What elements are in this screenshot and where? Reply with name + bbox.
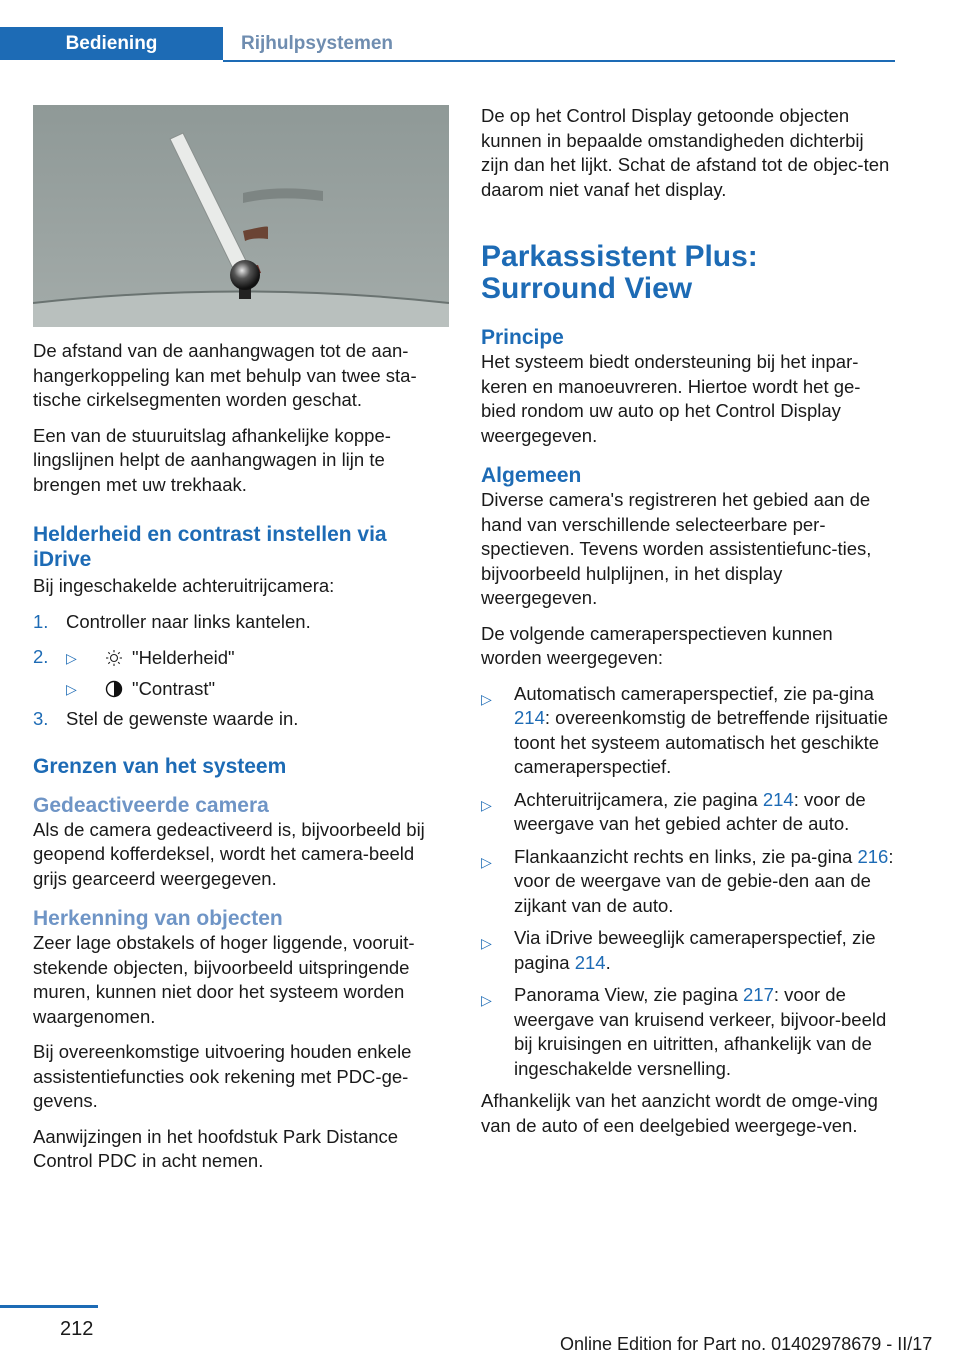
list-item-text: Automatisch cameraperspectief, zie pa-gina [514, 682, 874, 704]
list-item-text: : voor de weergave van de gebie-den aan de zijkant van de auto. [514, 845, 894, 916]
list-item-text: : voor de weergave van kruisend verkeer, bijvoor-beeld bij kruisingen en uitritten, afhankelijk van de ingeschakelde versnelling. [514, 984, 887, 1079]
option-contrast[interactable] [33, 674, 449, 705]
principle-text: Het systeem biedt ondersteuning bij het inpar-keren en manoeuvreren. Hiertoe wordt het ge-bied rondom uw auto op het Control Display weergegeven. [481, 351, 861, 446]
page-link[interactable]: 216 [857, 845, 889, 867]
list-item [481, 845, 895, 919]
list-item-text: Via iDrive beweeglijk cameraperspectief, zie pagina [514, 927, 876, 973]
option-brightness-label: "Helderheid" [132, 646, 235, 668]
heading-brightness-contrast: Helderheid en contrast instellen via iDrive [33, 523, 387, 571]
contrast-icon [96, 680, 132, 698]
sun-icon [96, 649, 132, 667]
step-number: 1. [33, 610, 49, 632]
option-contrast-label: "Contrast" [132, 677, 216, 699]
list-item [481, 926, 895, 975]
view-dependent-text: Afhankelijk van het aanzicht wordt de omge-ving van de auto of een deelgebied weergege-ven. [481, 1090, 878, 1136]
triangle-right-icon: ▷ [66, 649, 77, 666]
list-item [481, 983, 895, 1081]
display-warning-text: De op het Control Display getoonde objecten kunnen in bepaalde omstandigheden dichterbij zijn dan het lijkt. Schat de afstand tot de objec-ten daarom niet vanaf het display. [481, 105, 890, 200]
list-item [481, 682, 895, 780]
footer-divider [0, 1305, 98, 1308]
step-text: Controller naar links kantelen. [66, 610, 311, 632]
heading-system-limits: Grenzen van het systeem [33, 754, 287, 778]
trailer-distance-text: De afstand van de aanhangwagen tot de aan-hangerkoppeling kan met behulp van twee sta-tische cirkelsegmenten worden geschat. [33, 340, 417, 410]
page-link[interactable]: 217 [743, 984, 774, 1005]
heading-general: Algemeen [481, 464, 582, 487]
object-detection-text-3: Aanwijzingen in het hoofdstuk Park Distance Control PDC in acht nemen. [33, 1125, 399, 1171]
general-text-2: De volgende cameraperspectieven kunnen worden weergegeven: [481, 622, 833, 668]
step-number: 2. [33, 645, 49, 667]
list-item-text: Flankaanzicht rechts en links, zie pa-gina [514, 845, 858, 867]
tab-bediening[interactable]: Bediening [0, 27, 223, 60]
list-item [481, 788, 895, 837]
triangle-right-icon: ▷ [481, 992, 492, 1008]
page-link[interactable]: 214 [574, 951, 606, 973]
list-item-text: : voor de weergave van het gebied achter de auto. [514, 788, 866, 834]
triangle-right-icon: ▷ [481, 796, 492, 813]
heading-object-detection: Herkenning van objecten [33, 907, 283, 930]
tab-rijhulpsystemen[interactable]: Rijhulpsystemen [241, 32, 394, 54]
page-number: 212 [60, 1318, 94, 1340]
page-link[interactable]: 214 [514, 707, 545, 728]
hitch-illustration [33, 105, 449, 327]
deactivated-camera-text: Als de camera gedeactiveerd is, bijvoorbeeld bij geopend kofferdeksel, wordt het camera-beeld grijs gearceerd weergegeven. [33, 818, 425, 889]
list-item-text: Panorama View, zie pagina [514, 984, 744, 1005]
list-item-text: . [605, 951, 611, 973]
camera-perspectives-list [481, 682, 895, 1082]
step-text: Stel de gewenste waarde in. [66, 707, 299, 729]
heading-deactivated-camera: Gedeactiveerde camera [33, 793, 269, 817]
right-column [481, 104, 895, 1149]
object-detection-text-1: Zeer lage obstakels of hoger liggende, vooruit-stekende objecten, bijvoorbeeld uitspringende muren, kunnen niet door het systeem worden waargenomen. [33, 932, 415, 1027]
option-brightness[interactable] [33, 643, 449, 674]
triangle-right-icon: ▷ [481, 690, 492, 707]
triangle-right-icon: ▷ [66, 680, 77, 697]
header-divider [223, 60, 895, 62]
page-link[interactable]: 214 [762, 788, 794, 810]
brightness-intro: Bij ingeschakelde achteruitrijcamera: [33, 575, 335, 596]
step-3 [33, 707, 449, 740]
step-1 [33, 610, 449, 643]
general-text-1: Diverse camera's registreren het gebied aan de hand van verschillende selecteerbare per-spectieven. Tevens worden assistentiefunc-ties, bijvoorbeeld hulplijnen, in het display weergegeven. [481, 489, 872, 608]
step-2 [33, 643, 449, 705]
heading-principle: Principe [481, 326, 564, 349]
triangle-right-icon: ▷ [481, 935, 492, 951]
step-number: 3. [33, 707, 49, 729]
list-item-text: Achteruitrijcamera, zie pagina [514, 788, 763, 810]
page-header [0, 27, 895, 62]
coupling-lines-text: Een van de stuuruitslag afhankelijke koppe-lingslijnen helpt de aanhangwagen in lijn te brengen met uw trekhaak. [33, 424, 391, 495]
triangle-right-icon: ▷ [481, 853, 492, 870]
edition-note: Online Edition for Part no. 01402978679 - II/17 [560, 1334, 933, 1354]
section-title-surround-view: Parkassistent Plus: Surround View [481, 240, 758, 305]
object-detection-text-2: Bij overeenkomstige uitvoering houden enkele assistentiefuncties ook rekening met PDC-ge-gevens. [33, 1041, 412, 1111]
list-item-text: : overeenkomstig de betreffende rijsituatie toont het systeem automatisch het geschikte cameraperspectief. [514, 707, 889, 777]
steps-list [33, 610, 449, 740]
trailer-hitch-camera-image [33, 105, 449, 327]
left-column [33, 105, 449, 1185]
